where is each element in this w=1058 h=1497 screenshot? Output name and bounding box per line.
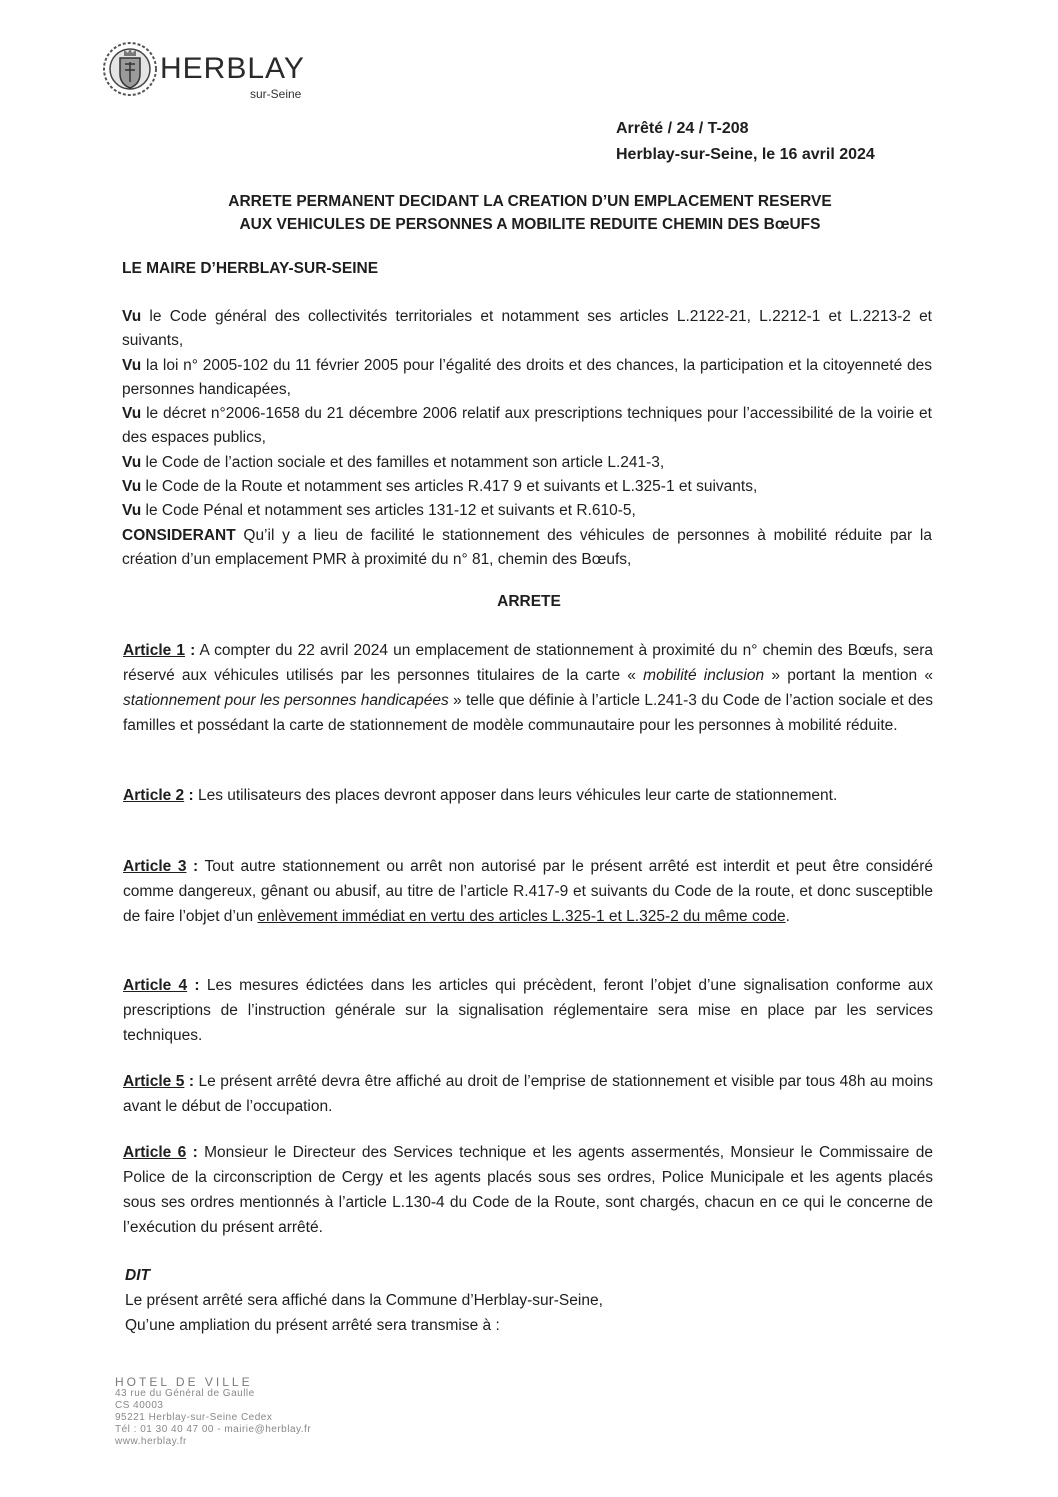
footer-contact: Tél : 01 30 40 47 00 - mairie@herblay.fr [115,1424,312,1435]
visa-lead: Vu [122,502,142,520]
article-1 [123,638,933,738]
article-4 [123,973,933,1048]
dit-heading: DIT [125,1267,150,1284]
considerant-lead: CONSIDERANT [122,526,236,544]
article-6 [123,1140,933,1240]
arrete-heading: ARRETE [497,593,561,610]
title-line-1: ARRETE PERMANENT DECIDANT LA CREATION D’UN EMPLACEMENT RESERVE [228,193,832,210]
visa-text: le Code Pénal et notamment ses articles 131-12 et suivants et R.610-5, [141,502,636,520]
visa-item [122,402,932,451]
article-3-label: Article 3 [123,858,187,875]
article-1-colon: : [184,642,196,659]
article-4-label: Article 4 [123,977,188,994]
considerant-text: Qu’il y a lieu de facilité le stationnement des véhicules de personnes à mobilité réduite par la création d’un emplacement PMR à proximité du n° 81, chemin des Bœufs, [122,526,932,568]
article-3 [123,854,933,929]
article-5-colon: : [184,1073,195,1090]
article-5-text: Le présent arrêté devra être affiché au droit de l’emprise de stationnement et visible par tous 48h au moins avant le début de l’occupation. [123,1073,934,1115]
visa-text: le décret n°2006-1658 du 21 décembre 2006 relatif aux prescriptions techniques pour l’accessibilité de la voirie et des espaces publics, [122,405,932,447]
article-1-italic-1: mobilité inclusion [643,667,765,684]
article-2 [123,783,933,808]
place-date: Herblay-sur-Seine, le 16 avril 2024 [616,146,875,163]
article-3-text: Tout autre stationnement ou arrêt non autorisé par le présent arrêté est interdit et peut être considéré comme dangereux, gênant ou abusif, au titre de l’article R.417-9 et suivants du Code de la route, et donc susceptible de faire l’objet d’un [123,858,934,925]
footer-city: 95221 Herblay-sur-Seine Cedex [115,1412,273,1423]
footer-cs: CS 40003 [115,1400,164,1411]
article-3-text-2: . [785,908,790,925]
city-crest-icon [102,38,158,100]
article-1-text-3: » telle que définie à l’article L.241-3 du Code de l’action sociale et des familles et possédant la carte de stationnement de modèle communautaire pour les personnes à mobilité réduite. [123,692,933,734]
visa-lead: Vu [122,356,142,374]
visa-item [122,451,932,475]
document-title [120,190,940,236]
article-3-underlined: enlèvement immédiat en vertu des articles L.325-1 et L.325-2 du même code [257,908,786,925]
visa-item [122,354,932,403]
visa-lead: Vu [122,453,142,471]
article-2-colon: : [184,787,194,804]
visa-item [122,499,932,523]
visa-lead: Vu [122,478,142,496]
dit-line-1: Le présent arrêté sera affiché dans la Commune d’Herblay-sur-Seine, [125,1292,603,1309]
visa-text: le Code de la Route et notamment ses articles R.417 9 et suivants et L.325-1 et suivants, [141,478,758,496]
title-line-2: AUX VEHICULES DE PERSONNES A MOBILITE REDUITE CHEMIN DES BœUFS [239,216,821,233]
article-2-text: Les utilisateurs des places devront apposer dans leurs véhicules leur carte de stationnement. [193,787,838,804]
footer-hotel-de-ville: HOTEL DE VILLE [115,1375,253,1389]
visa-lead: Vu [122,405,142,423]
article-1-label: Article 1 [123,642,185,659]
article-6-label: Article 6 [123,1144,187,1161]
article-5-label: Article 5 [123,1073,185,1090]
article-3-colon: : [186,858,199,875]
article-4-colon: : [187,977,200,994]
article-1-text-2: » portant la mention « [764,667,933,684]
visas-block [122,305,932,572]
article-6-text: Monsieur le Directeur des Services technique et les agents assermentés, Monsieur le Commissaire de Police de la circonscription de Cergy et les agents placés sous ses ordres, Police Municipale et les agents placés sous ses ordres mentionnés à l’article L.130-4 du Code de la Route, sont chargés, chacun en ce qui le concerne de l’exécution du présent arrêté. [123,1144,933,1236]
herblay-logo [100,36,340,106]
footer-website: www.herblay.fr [115,1436,187,1447]
dit-block [125,1263,925,1338]
footer-street: 43 rue du Général de Gaulle [115,1388,255,1399]
visa-text: le Code de l’action sociale et des familles et notamment son article L.241-3, [141,453,665,471]
reference-block [616,116,875,168]
visa-item [122,475,932,499]
visa-text: la loi n° 2005-102 du 11 février 2005 pour l’égalité des droits et des chances, la participation et la citoyenneté des personnes handicapées, [122,356,932,398]
arrete-number: Arrêté / 24 / T-208 [616,120,749,137]
visa-item [122,305,932,354]
visa-lead: Vu [122,308,142,325]
maire-heading: LE MAIRE D’HERBLAY-SUR-SEINE [122,260,379,277]
article-5 [123,1069,933,1119]
article-1-italic-2: stationnement pour les personnes handicapées [123,692,449,709]
article-4-text: Les mesures édictées dans les articles qui précèdent, feront l’objet d’une signalisation conforme aux prescriptions de l’instruction générale sur la signalisation réglementaire sera mise en place par les services techniques. [123,977,933,1044]
article-1-text: A compter du 22 avril 2024 un emplacement de stationnement à proximité du n° chemin des Bœufs, sera réservé aux véhicules utilisés par les personnes titulaires de la carte « [123,642,934,684]
logo-name: HERBLAY [160,52,305,85]
considerant-item [122,524,932,573]
article-2-label: Article 2 [123,787,185,804]
article-6-colon: : [186,1144,198,1161]
logo-subtitle: sur-Seine [250,87,302,101]
visa-text: le Code général des collectivités territoriales et notamment ses articles L.2122-21, L.2212-1 et L.2213-2 et suivants, [122,308,932,350]
footer-address [115,1376,311,1448]
dit-line-2: Qu’une ampliation du présent arrêté sera transmise à : [125,1317,500,1334]
